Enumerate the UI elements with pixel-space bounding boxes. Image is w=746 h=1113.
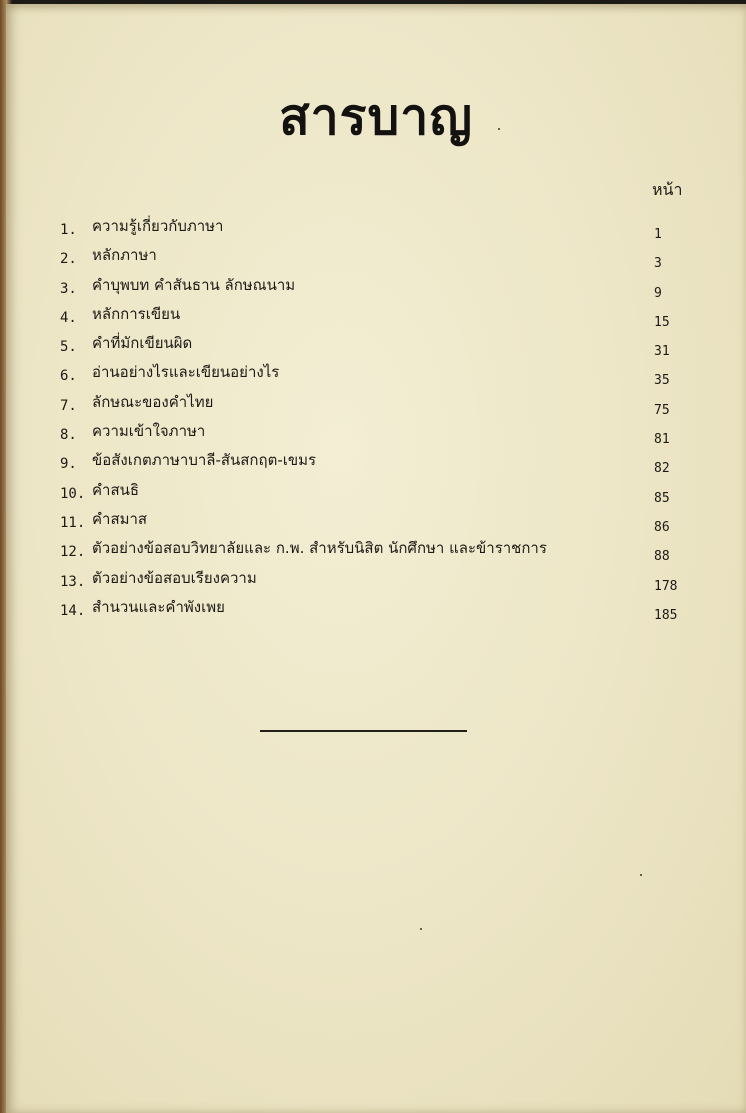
toc-entry-page: 3 bbox=[654, 256, 662, 272]
toc-entry bbox=[60, 417, 700, 446]
toc-entry-page: 81 bbox=[654, 432, 670, 448]
toc-entry-number: 12. bbox=[60, 544, 86, 561]
toc-entry-page: 31 bbox=[654, 344, 670, 360]
page-title: สารบาญ bbox=[279, 87, 473, 146]
toc-entry bbox=[60, 358, 700, 387]
toc-entry-number: 8. bbox=[60, 427, 77, 444]
toc-entry bbox=[60, 593, 700, 622]
toc-entry-title: ตัวอย่างข้อสอบวิทยาลัยและ ก.พ. สำหรับนิสิต นักศึกษา และข้าราชการ bbox=[92, 539, 547, 558]
toc-entry-number: 13. bbox=[60, 573, 86, 590]
toc-entry-number: 14. bbox=[60, 602, 86, 619]
toc-entry-page: 85 bbox=[654, 490, 670, 506]
toc-entry bbox=[60, 446, 700, 475]
toc-entry-title: คำสนธิ bbox=[92, 480, 140, 499]
toc-entry bbox=[60, 241, 700, 270]
toc-entry-number: 4. bbox=[60, 309, 77, 326]
toc-entry-title: สำนวนและคำพังเพย bbox=[92, 597, 225, 616]
toc-entry bbox=[60, 564, 700, 593]
toc-entry bbox=[60, 212, 700, 241]
ink-speck bbox=[420, 928, 422, 930]
ink-speck bbox=[640, 874, 642, 876]
toc-entry-page: 86 bbox=[654, 519, 670, 535]
toc-entry-number: 6. bbox=[60, 368, 77, 385]
toc-entry-title: คำบุพบท คำสันธาน ลักษณนาม bbox=[92, 275, 296, 294]
toc-entry-number: 1. bbox=[60, 222, 77, 238]
table-of-contents bbox=[60, 212, 700, 622]
toc-entry-title: อ่านอย่างไรและเขียนอย่างไร bbox=[92, 363, 280, 382]
toc-entry-page: 35 bbox=[654, 373, 670, 389]
toc-entry-title: ตัวอย่างข้อสอบเรียงความ bbox=[92, 568, 257, 587]
toc-entry-title: ข้อสังเกตภาษาบาลี-สันสกฤต-เขมร bbox=[92, 451, 317, 470]
toc-entry-page: 185 bbox=[654, 607, 678, 623]
toc-entry-number: 5. bbox=[60, 339, 77, 356]
toc-entry-page: 178 bbox=[654, 578, 678, 594]
toc-entry bbox=[60, 476, 700, 505]
toc-entry-page: 88 bbox=[654, 549, 670, 565]
toc-entry-page: 9 bbox=[654, 285, 662, 301]
toc-entry-title: หลักการเขียน bbox=[92, 304, 181, 323]
toc-entry-number: 7. bbox=[60, 397, 77, 414]
toc-entry-title: ความเข้าใจภาษา bbox=[92, 422, 206, 441]
toc-entry-number: 3. bbox=[60, 280, 77, 297]
ink-speck bbox=[498, 128, 500, 130]
toc-entry bbox=[60, 300, 700, 329]
toc-entry bbox=[60, 388, 700, 417]
toc-entry bbox=[60, 505, 700, 534]
toc-entry bbox=[60, 329, 700, 358]
toc-entry-page: 15 bbox=[654, 314, 670, 330]
toc-entry bbox=[60, 534, 700, 563]
toc-entry-number: 11. bbox=[60, 514, 86, 531]
toc-entry-page: 1 bbox=[654, 227, 662, 242]
toc-entry-number: 2. bbox=[60, 251, 77, 268]
toc-entry-title: ลักษณะของคำไทย bbox=[92, 392, 214, 411]
toc-entry-title: คำสมาส bbox=[92, 509, 148, 528]
toc-entry-page: 82 bbox=[654, 461, 670, 477]
toc-entry-title: ความรู้เกี่ยวกับภาษา bbox=[92, 217, 224, 235]
toc-entry-number: 10. bbox=[60, 485, 86, 502]
toc-entry bbox=[60, 271, 700, 300]
toc-entry-title: คำที่มักเขียนผิด bbox=[92, 334, 193, 353]
page-column-header: หน้า bbox=[652, 180, 683, 199]
divider-rule bbox=[260, 730, 467, 732]
toc-entry-number: 9. bbox=[60, 456, 77, 473]
document-page bbox=[6, 4, 746, 1113]
toc-entry-title: หลักภาษา bbox=[92, 246, 157, 265]
toc-entry-page: 75 bbox=[654, 402, 670, 418]
